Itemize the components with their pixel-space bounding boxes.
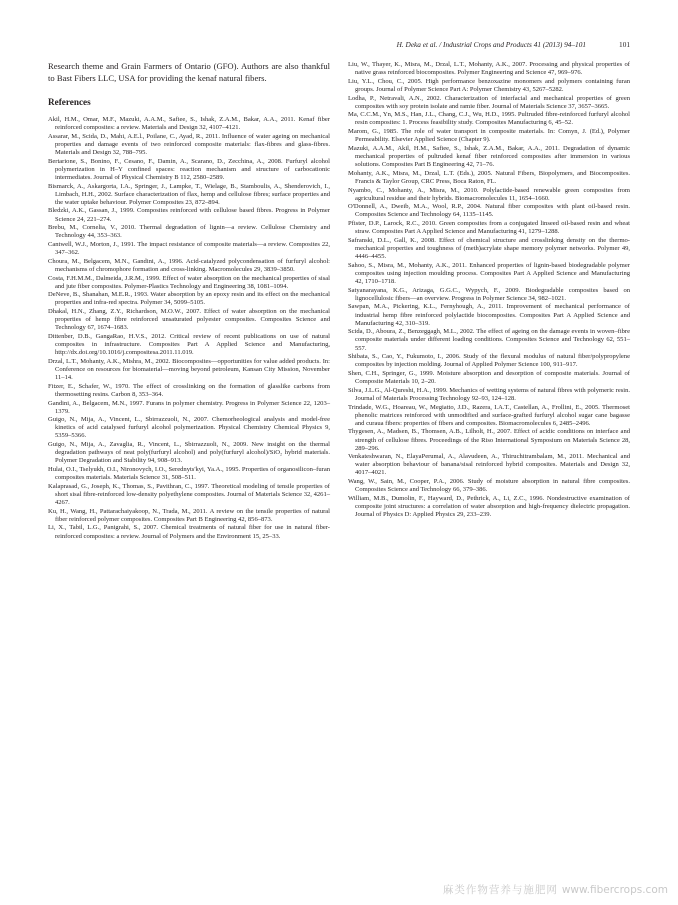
reference-item: Mazuki, A.A.M., Akil, H.M., Safiee, S., Ishak, Z.A.M., Bakar, A.A., 2011. Degradation of dynamic mechanical properties of pultruded kenaf fiber reinforced composites after immersion in various solutions. Composites Part B Engineering 42, 71–76. xyxy=(348,144,630,169)
reference-item: Fitzer, E., Schafer, W., 1970. The effect of crosslinking on the formation of glasslike carbons from thermosetting resins. Carbon 8, 353–364. xyxy=(48,382,330,398)
reference-item: Safranski, D.L., Gall, K., 2008. Effect of chemical structure and crosslinking density on the thermo-mechanical properties and toughness of (meth)acrylate shape memory polymer networks. Polymer 49, 4446–4455. xyxy=(348,236,630,261)
running-header xyxy=(48,40,630,52)
watermark xyxy=(443,878,668,897)
reference-item: Marom, G., 1985. The role of water transport in composite materials. In: Comyn, J. (Ed.), Polymer Permeability. Elsevier Applied Science (Chapter 9). xyxy=(348,128,630,144)
reference-list-left xyxy=(48,116,330,541)
reference-item: Thygesen, A., Madsen, B., Thomsen, A.B., Lilholt, H., 2007. Effect of acidic conditions on interface and strength of cellulose fibres. Proceedings of the Riso International Symposium on Materials Science 28, 289–296. xyxy=(348,428,630,452)
reference-item: Wang, W., Sain, M., Cooper, P.A., 2006. Study of moisture absorption in natural fibre composites. Composites Science and Technology 66, 379–386. xyxy=(348,478,630,494)
reference-list-right xyxy=(348,61,630,519)
reference-item: Choura, M., Belgacem, M.N., Gandini, A., 1996. Acid-catalyzed polycondensation of furfuryl alcohol: mechanisms of chromophore formation and cross-linking. Macromolecules 29, 3839–3850. xyxy=(48,257,330,273)
reference-item: Trindade, W.G., Hoareau, W., Megiatto, J.D., Razera, I.A.T., Castellan, A., Frollini, E., 2005. Thermoset phenolic matrices reinforced with unmodified and surface-grafted furfuryl alcohol sugar cane bagasse and curaua fibers: properties of fibers and composites. Biomacromolecules 6, 2485–2496. xyxy=(348,403,630,427)
reference-item: DeNeve, B., Shanahan, M.E.R., 1993. Water absorption by an epoxy resin and its effect on the mechanical properties and infra-red spectra. Polymer 34, 5099–5105. xyxy=(48,291,330,307)
reference-item: Mohanty, A.K., Misra, M., Drzal, L.T. (Eds.), 2005. Natural Fibers, Biopolymers, and Biocomposites. Francis & Taylor Group, CRC Press, Boca Raton, FL. xyxy=(348,169,630,185)
reference-item: William, M.B., Dumolin, F., Hayward, D., Pethrick, A., Li, Z.C., 1996. Nondestructive examination of composite joint structures: a correlation of water absorption and high-frequency dielectric propagation. Journal of Physics D: Applied Physics 29, 233–239. xyxy=(348,494,630,519)
reference-item: Gandini, A., Belgacem, M.N., 1997. Furans in polymer chemistry. Progress in Polymer Science 22, 1203–1379. xyxy=(48,399,330,415)
reference-item: Sahoo, S., Misra, M., Mohanty, A.K., 2011. Enhanced properties of lignin-based biodegradable polymer composites using injection moulding process. Composites Part A Applied Science and Manufacturing 42, 1710–1718. xyxy=(348,261,630,285)
reference-item: Guigo, N., Mija, A., Zavaglia, R., Vincent, L., Sbirrazzuoli, N., 2009. New insight on the thermal degradation pathways of neat poly(furfuryl alcohol) and poly(furfuryl alcohol)/SiO₂ hybrid materials. Polymer Degradation and Stability 94, 908–913. xyxy=(48,441,330,465)
reference-item: Drzal, L.T., Mohanty, A.K., Mishra, M., 2002. Biocomposites—opportunities for value added products. In: Conference on resources for biomaterial—moving beyond petroleum, Kansan City Mission, November 11–14. xyxy=(48,357,330,382)
reference-item: Shen, C.H., Springer, G., 1999. Moisture absorption and desorption of composite materials. Journal of Composite Materials 10, 2–20. xyxy=(348,369,630,386)
reference-item: Shibata, S., Cao, Y., Fukumoto, I., 2006. Study of the flexural modulus of natural fiber/polypropylene composites by injection molding. Journal of Applied Polymer Science 100, 911–917. xyxy=(348,353,630,369)
reference-item: Assarar, M., Scida, D., Mahi, A.E.l., Poilane, C., Ayad, R., 2011. Influence of water ageing on mechanical properties and damage events of two reinforced composite materials: flax-fibres and glass-fibres. Materials and Design 32, 788–795. xyxy=(48,132,330,156)
right-column xyxy=(348,61,630,520)
running-title: H. Deka et al. / Industrial Crops and Products 41 (2013) 94–101 xyxy=(396,40,586,49)
reference-item: Silva, J.L.G., Al-Qureshi, H.A., 1999. Mechanics of wetting systems of natural fibres with polymeric resin. Journal of Materials Processing Technology 92–93, 124–128. xyxy=(348,386,630,402)
reference-item: Kalaprasad, G., Joseph, K., Thomas, S., Pavithran, C., 1997. Theoretical modeling of tensile properties of short sisal fibre-reinforced low-density polyethylene composites. Journal of Materials Science 32, 4261–4267. xyxy=(48,482,330,506)
watermark-chinese: 麻类作物营养与施肥网 xyxy=(442,884,558,896)
reference-item: Li, X., Tabil, L.G., Panigrahi, S., 2007. Chemical treatments of natural fiber for use in natural fiber-reinforced composites: a review. Journal of Polymers and the Environment 15, 25–33. xyxy=(48,524,330,540)
reference-item: Lodha, P., Netravali, A.N., 2002. Characterization of interfacial and mechanical properties of green composites with soy protein isolate and ramie fiber. Journal of Materials Science 37, 3657–3665. xyxy=(348,94,630,110)
references-heading: References xyxy=(48,97,91,107)
reference-item: Pfister, D.P., Larock, R.C., 2010. Green composites from a conjugated linseed oil-based resin and wheat straw. Composites Part A Applied Science and Manufacturing 41, 1279–1288. xyxy=(348,220,630,236)
reference-item: Dhakal, H.N., Zhang, Z.Y., Richardson, M.O.W., 2007. Effect of water absorption on the mechanical properties of hemp fibre reinforced unsaturated polyester composites. Composites Science and Technology 67, 1674–1683. xyxy=(48,308,330,332)
reference-item: Hulai, O.I., Tselyukh, O.I., Nironovych, I.O., Serednyts'kyi, Ya.A., 1995. Properties of organosilicon–furan composites materials. Materials Science 31, 508–511. xyxy=(48,466,330,482)
left-column xyxy=(48,61,330,541)
reference-item: Bismarck, A., Askargorta, I.A., Springer, J., Lampke, T., Wielage, B., Stamboulis, A., Shenderovich, I., Limbach, H.H., 2002. Surface characterization of flax, hemp and cellulose fibres; surface properties and the water uptake behaviour. Polymer Composites 23, 872–894. xyxy=(48,182,330,206)
reference-item: Guigo, N., Mija, A., Vincent, L., Sbirrazzuoli, N., 2007. Chemorheological analysis and model-free kinetics of acid catalysed furfuryl alcohol polymerization. Physical Chemistry Chemical Physics 9, 5359–5366. xyxy=(48,416,330,440)
reference-item: Akil, H.M., Omar, M.F., Mazuki, A.A.M., Safiee, S., Ishak, Z.A.M., Bakar, A.A., 2011. Kenaf fiber reinforced composites: a review. Materials and Design 32, 4107–4121. xyxy=(48,116,330,132)
reference-item: Ma, C.C.M., Yn, M.S., Han, J.L., Chang, C.J., Wu, H.D., 1995. Pultruded fibre-reinforced furfuryl alcohol resin composites: 1. Process feasibility study. Composites Manufacturing 6, 45–52. xyxy=(348,111,630,127)
reference-item: Costa, F.H.M.M., Dalmeida, J.R.M., 1999. Effect of water absorption on the mechanical properties of sisal and jute fiber composites. Polymer-Plastics Technology and Engineering 38, 1081–1094. xyxy=(48,274,330,290)
reference-item: Nyambo, C., Mohanty, A., Misra, M., 2010. Polylactide-based renewable green composites from agricultural residue and their hybrids. Biomacromolecules 11, 1654–1660. xyxy=(348,186,630,202)
reference-item: Ku, H., Wang, H., Pattarachaiyakoop, N., Trada, M., 2011. A review on the tensile properties of natural fiber reinforced polymer composites. Composites Part B Engineering 42, 856–873. xyxy=(48,507,330,523)
reference-item: Satyanarayana, K.G., Arizaga, G.G.C., Wypych, F., 2009. Biodegradable composites based on lignocellulosic fibers—an overview. Progress in Polymer Science 34, 982–1021. xyxy=(348,286,630,302)
page-number: 101 xyxy=(619,40,630,49)
reference-item: Sawpan, M.A., Pickering, K.L., Fernyhough, A., 2011. Improvement of mechanical performance of industrial hemp fibre reinforced polylactide biocomposites. Composites Part A Applied Science and Manufacturing 42, 310–319. xyxy=(348,303,630,327)
reference-item: Venkateshwaran, N., ElayaPerumal, A., Alavudeen, A., Thiruchitrambalam, M., 2011. Mechanical and water absorption behaviour of banana/sisal reinforced hybrid composites. Materials and Design 32, 4017–4021. xyxy=(348,453,630,477)
acknowledgement-text: Research theme and Grain Farmers of Ontario (GFO). Authors are also thankful to Bast Fibers LLC, USA for providing the kenaf natural fibers. xyxy=(48,61,330,83)
reference-item: Dittenber, D.B., GangaRao, H.V.S., 2012. Critical review of recent publications on use of natural composites in infrastructure. Composites Part A Applied Science and Manufacturing, http://dx.doi.org/10.1016/j.compositesa.2011.11.019. xyxy=(48,332,330,357)
reference-item: Bertarione, S., Bonino, F., Cesano, F., Damin, A., Scarano, D., Zecchina, A., 2008. Furfuryl alcohol polymerization in H–Y confined spaces: reaction mechanism and structure of carbocationic intermediates. Journal of Physical Chemistry B 112, 2580–2589. xyxy=(48,157,330,181)
reference-item: Cantwell, W.J., Morton, J., 1991. The impact resistance of composite materials—a review. Composites 22, 347–362. xyxy=(48,240,330,257)
reference-item: Bledzki, A.K., Gassan, J., 1999. Composites reinforced with cellulose based fibres. Progress in Polymer Science 24, 221–274. xyxy=(48,207,330,223)
reference-item: Scida, D., Aboura, Z., Benzeggagh, M.L., 2002. The effect of ageing on the damage events in woven–fibre composite materials under different loading conditions. Composites Science and Technology 62, 551–557. xyxy=(348,328,630,352)
watermark-url: www.fibercrops.com xyxy=(561,884,668,896)
reference-item: Liu, W., Thayer, K., Misra, M., Drzal, L.T., Mohanty, A.K., 2007. Processing and physical properties of native grass reinforced biocomposites. Polymer Engineering and Science 47, 969–976. xyxy=(348,61,630,77)
reference-item: Liu, Y.L., Chou, C., 2005. High performance benzoxazine monomers and polymers containing furan groups. Journal of Polymer Science Part A: Polymer Chemistry 43, 5267–5282. xyxy=(348,77,630,93)
reference-item: Brebu, M., Cornelia, V., 2010. Thermal degradation of lignin—a review. Cellulose Chemistry and Technology 44, 353–363. xyxy=(48,224,330,240)
reference-item: O'Donnell, A., Dweib, M.A., Wool, R.P., 2004. Natural fiber composites with plant oil-based resin. Composites Science and Technology 64, 1135–1145. xyxy=(348,203,630,219)
